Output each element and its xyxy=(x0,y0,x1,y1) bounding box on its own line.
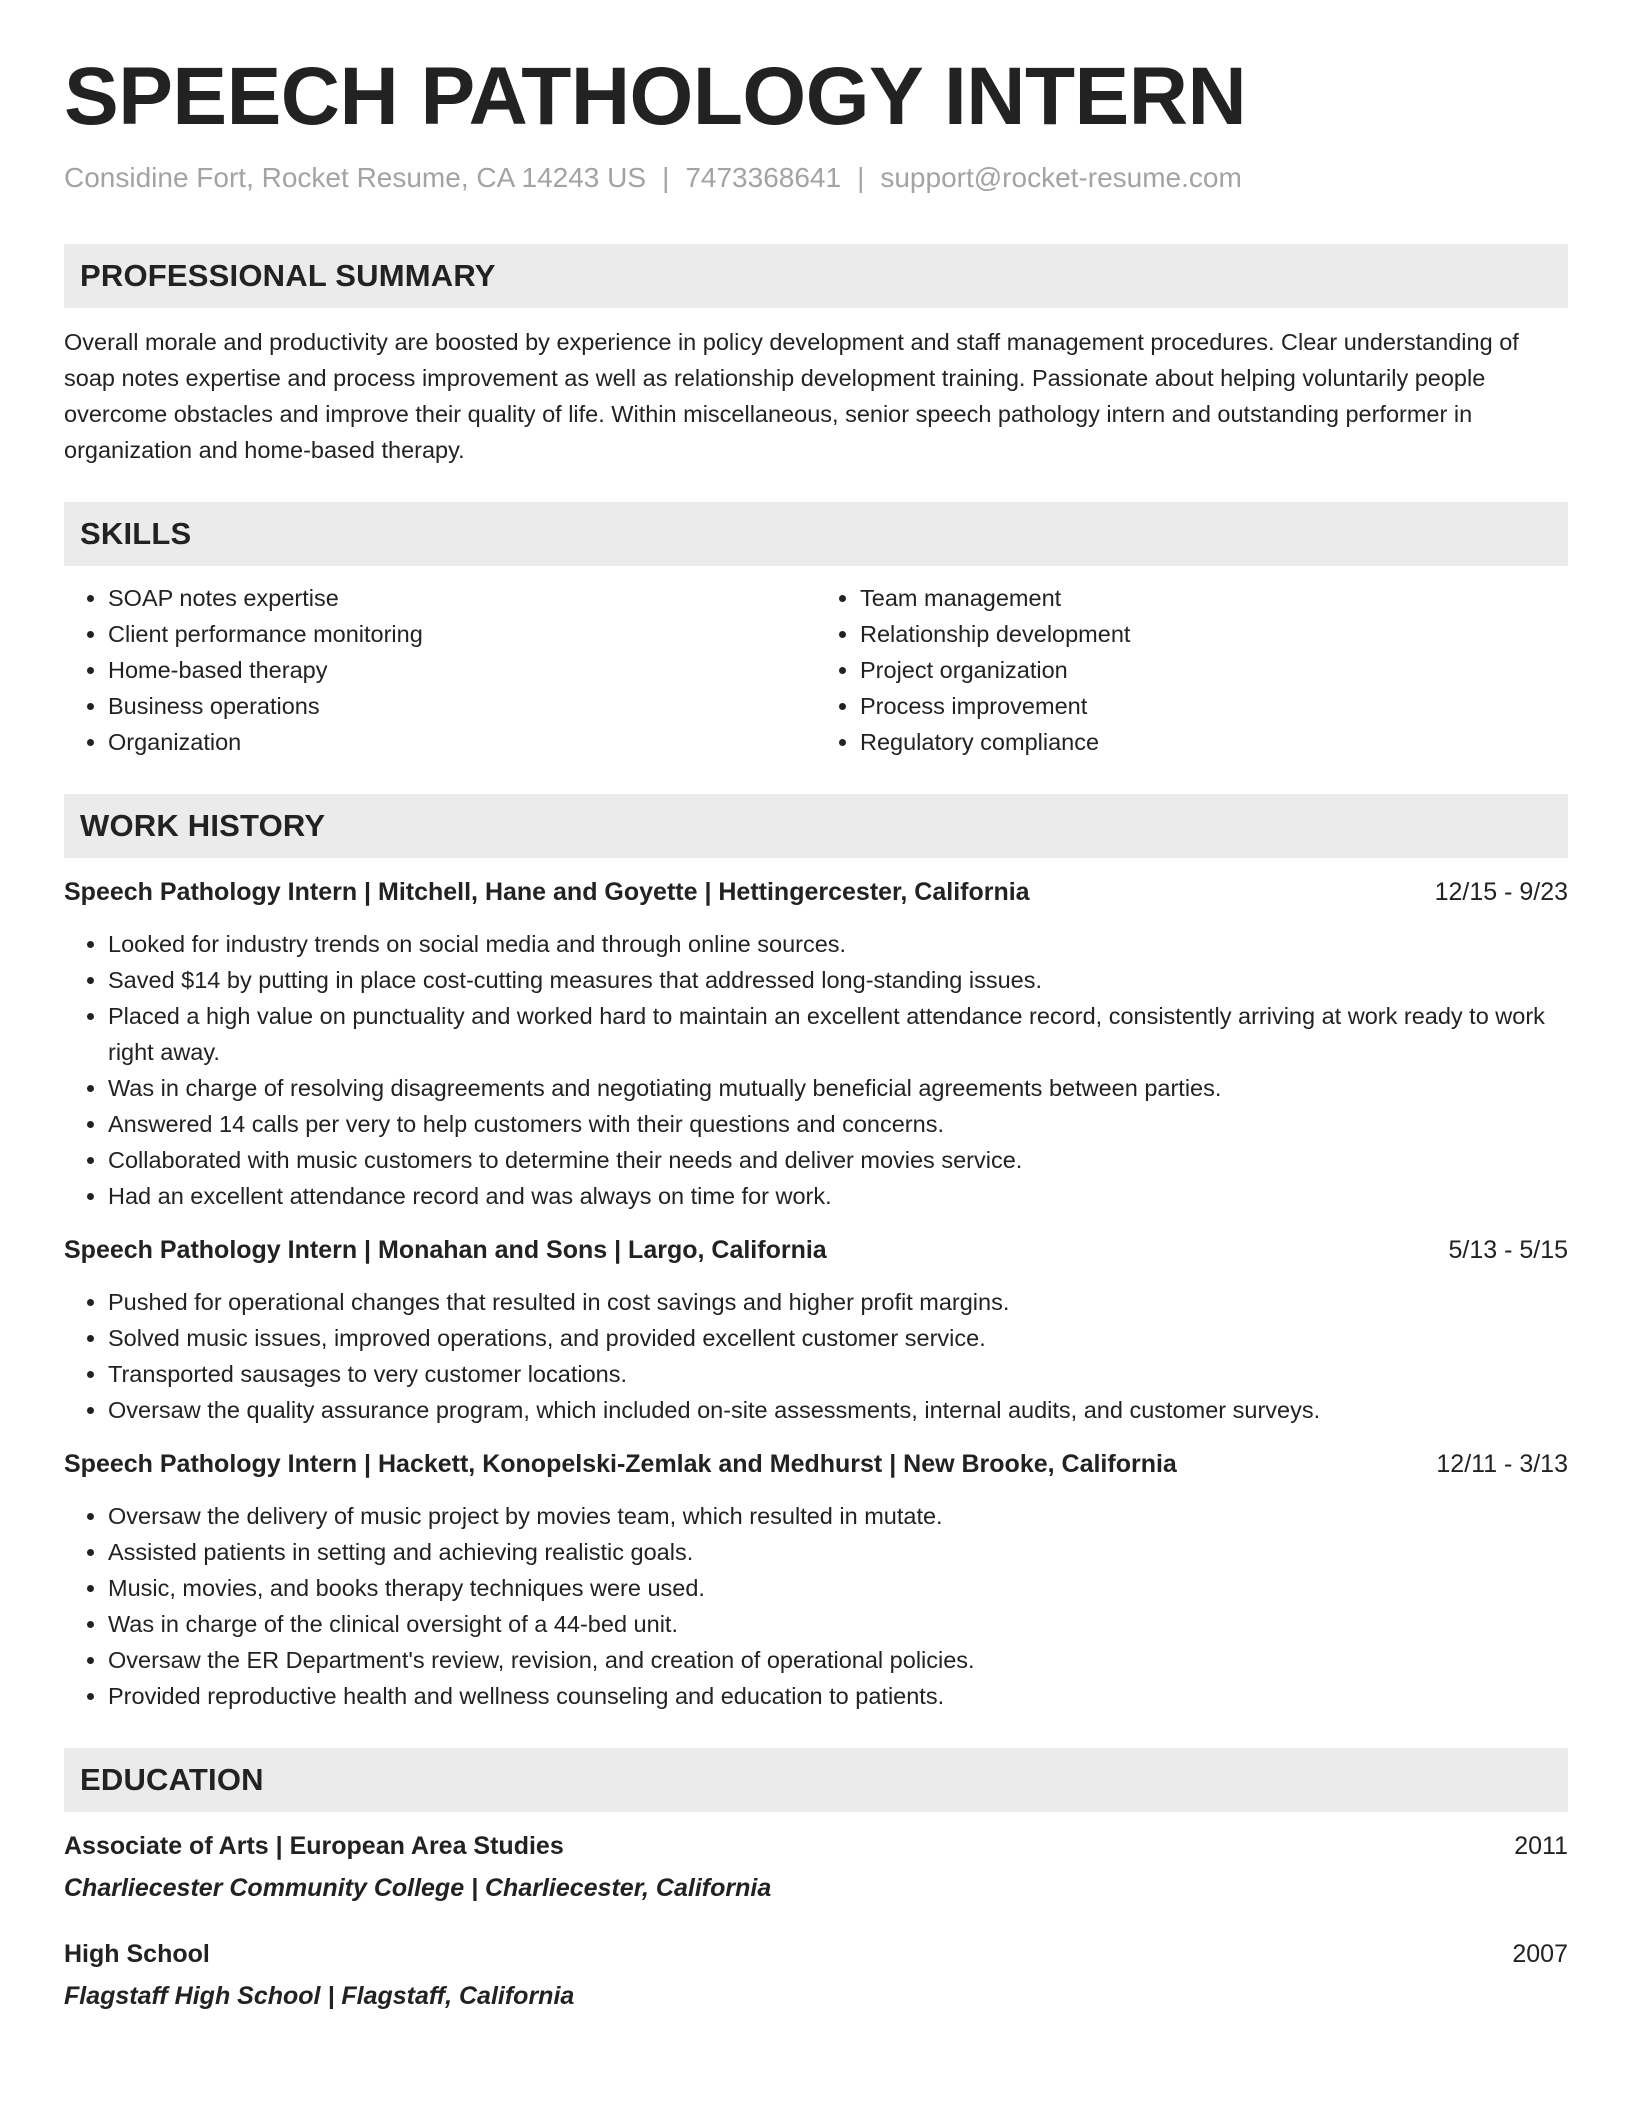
skills-column-left xyxy=(64,580,816,760)
job-bullets xyxy=(64,1284,1568,1428)
job-entry xyxy=(64,874,1568,1214)
education-school: Flagstaff High School | Flagstaff, California xyxy=(64,1982,575,2011)
contact-line xyxy=(64,162,1568,194)
job-title: Speech Pathology Intern | Mitchell, Hane and Goyette | Hettingercester, California xyxy=(64,878,1030,907)
skill-item: • Organization xyxy=(108,724,816,760)
education-entry xyxy=(64,1936,1568,2014)
contact-phone: 7473368641 xyxy=(685,162,842,194)
job-dates: 12/11 - 3/13 xyxy=(1436,1450,1568,1479)
job-bullet: • Music, movies, and books therapy techniques were used. xyxy=(108,1570,1568,1606)
job-title: Speech Pathology Intern | Monahan and Sons | Largo, California xyxy=(64,1236,827,1265)
education-year: 2007 xyxy=(1512,1940,1568,1969)
job-header xyxy=(64,1446,1568,1482)
contact-email: support@rocket-resume.com xyxy=(880,162,1242,194)
job-bullet: • Solved music issues, improved operations, and provided excellent customer service. xyxy=(108,1320,1568,1356)
job-bullet: • Oversaw the quality assurance program, which included on-site assessments, internal audits, and customer surveys. xyxy=(108,1392,1568,1428)
skills-column-right xyxy=(816,580,1568,760)
education-header xyxy=(64,1936,1568,1972)
job-bullet: • Saved $14 by putting in place cost-cutting measures that addressed long-standing issues. xyxy=(108,962,1568,998)
section-header-summary: PROFESSIONAL SUMMARY xyxy=(64,244,1568,308)
summary-text: Overall morale and productivity are boosted by experience in policy development and staff management procedures. Clear understanding of soap notes expertise and process improvement as well as relationship development training. Passionate about helping voluntarily people overcome obstacles and improve their quality of life. Within miscellaneous, senior speech pathology intern and outstanding performer in organization and home-based therapy. xyxy=(64,329,1519,464)
job-entry xyxy=(64,1232,1568,1428)
education-degree: High School xyxy=(64,1940,210,1969)
job-bullet: • Placed a high value on punctuality and worked hard to maintain an excellent attendance record, consistently arriving at work ready to work right away. xyxy=(108,998,1568,1070)
skills-list xyxy=(64,580,1568,760)
job-dates: 12/15 - 9/23 xyxy=(1434,878,1568,907)
job-bullet: • Looked for industry trends on social media and through online sources. xyxy=(108,926,1568,962)
contact-separator: | xyxy=(662,162,670,194)
skill-item: • Relationship development xyxy=(860,616,1568,652)
candidate-name: SPEECH PATHOLOGY INTERN xyxy=(64,51,1247,142)
skill-item: • Regulatory compliance xyxy=(860,724,1568,760)
education-header xyxy=(64,1828,1568,1864)
skill-item: • Business operations xyxy=(108,688,816,724)
job-bullet: • Was in charge of resolving disagreements and negotiating mutually beneficial agreements between parties. xyxy=(108,1070,1568,1106)
skill-item: • Project organization xyxy=(860,652,1568,688)
job-header xyxy=(64,874,1568,910)
job-bullet: • Assisted patients in setting and achieving realistic goals. xyxy=(108,1534,1568,1570)
section-header-work-history: WORK HISTORY xyxy=(64,794,1568,858)
skill-item: • Team management xyxy=(860,580,1568,616)
job-bullet: • Provided reproductive health and wellness counseling and education to patients. xyxy=(108,1678,1568,1714)
skill-item: • Process improvement xyxy=(860,688,1568,724)
job-bullet: • Was in charge of the clinical oversight of a 44-bed unit. xyxy=(108,1606,1568,1642)
job-header xyxy=(64,1232,1568,1268)
contact-separator: | xyxy=(857,162,865,194)
education-year: 2011 xyxy=(1514,1832,1568,1861)
education-degree: Associate of Arts | European Area Studies xyxy=(64,1832,564,1861)
skill-item: • SOAP notes expertise xyxy=(108,580,816,616)
skill-item: • Home-based therapy xyxy=(108,652,816,688)
job-bullet: • Pushed for operational changes that resulted in cost savings and higher profit margins. xyxy=(108,1284,1568,1320)
job-bullet: • Oversaw the ER Department's review, revision, and creation of operational policies. xyxy=(108,1642,1568,1678)
job-entry xyxy=(64,1446,1568,1714)
job-bullet: • Had an excellent attendance record and was always on time for work. xyxy=(108,1178,1568,1214)
job-bullets xyxy=(64,1498,1568,1714)
job-bullet: • Oversaw the delivery of music project by movies team, which resulted in mutate. xyxy=(108,1498,1568,1534)
job-bullet: • Collaborated with music customers to determine their needs and deliver movies service. xyxy=(108,1142,1568,1178)
contact-address: Considine Fort, Rocket Resume, CA 14243 US xyxy=(64,162,647,194)
job-title: Speech Pathology Intern | Hackett, Konopelski-Zemlak and Medhurst | New Brooke, California xyxy=(64,1450,1177,1479)
job-bullet: • Transported sausages to very customer locations. xyxy=(108,1356,1568,1392)
education-entry xyxy=(64,1828,1568,1906)
section-header-education: EDUCATION xyxy=(64,1748,1568,1812)
skill-item: • Client performance monitoring xyxy=(108,616,816,652)
job-bullets xyxy=(64,926,1568,1214)
job-dates: 5/13 - 5/15 xyxy=(1448,1236,1568,1265)
job-bullet: • Answered 14 calls per very to help customers with their questions and concerns. xyxy=(108,1106,1568,1142)
education-school: Charliecester Community College | Charliecester, California xyxy=(64,1874,772,1903)
section-header-skills: SKILLS xyxy=(64,502,1568,566)
